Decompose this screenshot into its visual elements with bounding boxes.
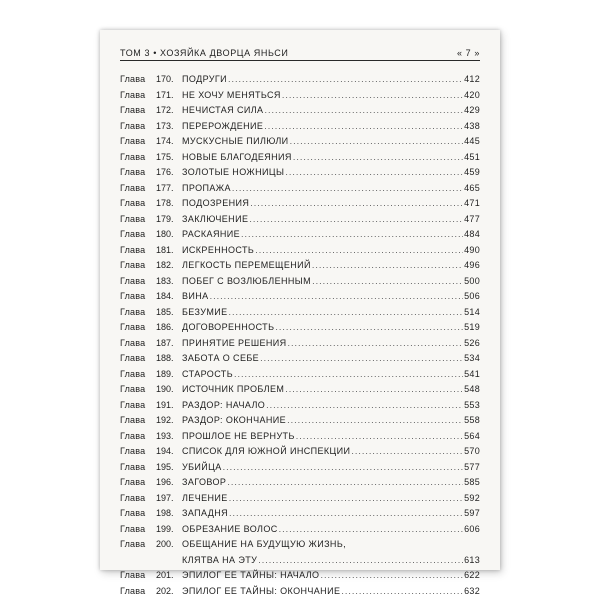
toc-entry-label: Глава bbox=[120, 213, 146, 224]
toc-entry-title: ЗАКЛЮЧЕНИЕ bbox=[182, 213, 249, 224]
toc-entry bbox=[120, 103, 480, 119]
toc-entry-page: 622 bbox=[464, 570, 480, 580]
toc-entry-page: 613 bbox=[464, 554, 480, 565]
toc-entry-page: 592 bbox=[464, 492, 480, 503]
toc-entry-label: Глава bbox=[120, 136, 146, 146]
toc-entry-label: Глава bbox=[120, 508, 146, 518]
toc-entry bbox=[120, 258, 480, 274]
leader-dots bbox=[264, 103, 463, 119]
toc-entry-page: 496 bbox=[464, 260, 480, 270]
leader-dots bbox=[288, 336, 464, 352]
toc-entry-page: 429 bbox=[464, 105, 480, 115]
toc-entry-page: 465 bbox=[464, 182, 480, 193]
toc-entry-label: Глава bbox=[120, 198, 146, 208]
leader-dots bbox=[227, 475, 463, 491]
toc-entry bbox=[120, 227, 480, 243]
toc-entry-page: 438 bbox=[464, 120, 480, 131]
toc-entry-page: 534 bbox=[464, 353, 480, 363]
toc-entry-number: 180. bbox=[156, 229, 174, 239]
toc-entry-label: Глава bbox=[120, 399, 146, 410]
toc-entry bbox=[120, 367, 480, 383]
toc-entry bbox=[120, 537, 480, 553]
leader-dots bbox=[210, 289, 464, 305]
toc-entry-number: 175. bbox=[156, 151, 174, 162]
toc-entry-label: Глава bbox=[120, 523, 146, 534]
toc-entry-title: ОБЕЩАНИЕ НА БУДУЩУЮ ЖИЗНЬ, bbox=[182, 539, 347, 549]
toc-entry bbox=[120, 429, 480, 445]
toc-entry bbox=[120, 181, 480, 197]
toc-entry bbox=[120, 212, 480, 228]
leader-dots bbox=[250, 196, 463, 212]
toc-entry-title: НОВЫЕ БЛАГОДЕЯНИЯ bbox=[182, 151, 292, 162]
toc-entry-number: 188. bbox=[156, 353, 174, 363]
toc-entry-title: ЗОЛОТЫЕ НОЖНИЦЫ bbox=[182, 167, 285, 177]
toc-entry bbox=[120, 336, 480, 352]
leader-dots bbox=[232, 181, 463, 197]
toc-entry-label: Глава bbox=[120, 306, 146, 317]
toc-entry bbox=[120, 274, 480, 290]
toc-entry-title: ПРОШЛОЕ НЕ ВЕРНУТЬ bbox=[182, 430, 295, 441]
toc-entry-label: Глава bbox=[120, 182, 146, 193]
leader-dots bbox=[285, 382, 463, 398]
toc-entry-number: 192. bbox=[156, 415, 174, 425]
toc-entry bbox=[120, 491, 480, 507]
toc-entry bbox=[120, 165, 480, 181]
toc-entry-number: 176. bbox=[156, 167, 174, 177]
toc-entry-continuation bbox=[120, 553, 480, 569]
toc-entry-title: НЕ ХОЧУ МЕНЯТЬСЯ bbox=[182, 89, 281, 100]
toc-entry-page: 484 bbox=[464, 229, 480, 239]
toc-entry bbox=[120, 320, 480, 336]
toc-entry-page: 526 bbox=[464, 337, 480, 348]
leader-dots bbox=[320, 568, 463, 584]
toc-entry-label: Глава bbox=[120, 275, 146, 286]
toc-entry-title: БЕЗУМИЕ bbox=[182, 306, 228, 317]
toc-entry-label: Глава bbox=[120, 585, 146, 596]
toc-entry-page: 471 bbox=[464, 198, 480, 208]
leader-dots bbox=[234, 367, 463, 383]
toc-entry-number: 182. bbox=[156, 260, 174, 270]
toc-entry-page: 585 bbox=[464, 477, 480, 487]
toc-entry-title: СТАРОСТЬ bbox=[182, 368, 234, 379]
leader-dots bbox=[249, 212, 463, 228]
toc-entry bbox=[120, 475, 480, 491]
toc-entry-number: 186. bbox=[156, 322, 174, 332]
toc-entry-title: ПОДОЗРЕНИЯ bbox=[182, 198, 250, 208]
leader-dots bbox=[351, 444, 463, 460]
toc-entry-label: Глава bbox=[120, 105, 146, 115]
leader-dots bbox=[228, 72, 463, 88]
toc-entry-page: 420 bbox=[464, 89, 480, 100]
toc-entry bbox=[120, 568, 480, 584]
leader-dots bbox=[341, 584, 463, 600]
toc-entry-title: ИСТОЧНИК ПРОБЛЕМ bbox=[182, 384, 285, 394]
toc-entry-title: ЗАПАДНЯ bbox=[182, 508, 229, 518]
leader-dots bbox=[264, 119, 463, 135]
toc-entry-number: 197. bbox=[156, 492, 174, 503]
leader-dots bbox=[258, 553, 463, 569]
toc-entry-title-continuation: КЛЯТВА НА ЭТУ bbox=[182, 554, 258, 565]
toc-entry-title: РАСКАЯНИЕ bbox=[182, 229, 241, 239]
toc-entry bbox=[120, 584, 480, 600]
toc-entry-number: 177. bbox=[156, 182, 174, 193]
toc-entry-number: 196. bbox=[156, 477, 174, 487]
toc-entry-page: 459 bbox=[464, 167, 480, 177]
running-head bbox=[120, 44, 480, 61]
toc-entry bbox=[120, 88, 480, 104]
toc-entry-page: 477 bbox=[464, 213, 480, 224]
toc-entry-label: Глава bbox=[120, 415, 146, 425]
toc-entry-title: НЕЧИСТАЯ СИЛА bbox=[182, 105, 264, 115]
toc-entry bbox=[120, 196, 480, 212]
toc-entry-page: 577 bbox=[464, 461, 480, 472]
toc-entry-label: Глава bbox=[120, 120, 146, 131]
leader-dots bbox=[285, 165, 463, 181]
toc-entry-title: ПРОПАЖА bbox=[182, 182, 231, 193]
toc-entry-page: 606 bbox=[464, 523, 480, 534]
toc-entry-label: Глава bbox=[120, 229, 146, 239]
toc-entry-title: ЭПИЛОГ ЕЕ ТАЙНЫ: ОКОНЧАНИЕ bbox=[182, 585, 341, 596]
toc-entry-label: Глава bbox=[120, 337, 146, 348]
toc-entry bbox=[120, 305, 480, 321]
toc-entry-label: Глава bbox=[120, 430, 146, 441]
toc-entry-title: ОБРЕЗАНИЕ ВОЛОС bbox=[182, 523, 278, 534]
table-of-contents bbox=[120, 72, 480, 599]
toc-entry bbox=[120, 444, 480, 460]
toc-entry-number: 202. bbox=[156, 585, 174, 596]
toc-entry bbox=[120, 522, 480, 538]
toc-entry bbox=[120, 289, 480, 305]
toc-entry-number: 199. bbox=[156, 523, 174, 534]
toc-entry-number: 198. bbox=[156, 508, 174, 518]
toc-entry-number: 174. bbox=[156, 136, 174, 146]
leader-dots bbox=[266, 398, 463, 414]
toc-entry bbox=[120, 382, 480, 398]
toc-entry bbox=[120, 351, 480, 367]
toc-entry-label: Глава bbox=[120, 291, 146, 301]
leader-dots bbox=[312, 258, 463, 274]
leader-dots bbox=[290, 134, 464, 150]
toc-entry-page: 541 bbox=[464, 368, 480, 379]
toc-entry-number: 178. bbox=[156, 198, 174, 208]
toc-entry-page: 451 bbox=[464, 151, 480, 162]
toc-entry-number: 193. bbox=[156, 430, 174, 441]
toc-entry-label: Глава bbox=[120, 244, 146, 255]
toc-entry-title: ЗАГОВОР bbox=[182, 477, 227, 487]
toc-entry-page: 412 bbox=[464, 74, 480, 84]
toc-entry bbox=[120, 506, 480, 522]
toc-entry-number: 172. bbox=[156, 105, 174, 115]
toc-entry-label: Глава bbox=[120, 384, 146, 394]
toc-entry-title: ЭПИЛОГ ЕЕ ТАЙНЫ: НАЧАЛО bbox=[182, 570, 320, 580]
toc-entry bbox=[120, 398, 480, 414]
toc-entry-title: ЛЕГКОСТЬ ПЕРЕМЕЩЕНИЙ bbox=[182, 260, 311, 270]
toc-entry-page: 597 bbox=[464, 508, 480, 518]
toc-entry bbox=[120, 134, 480, 150]
leader-dots bbox=[229, 305, 464, 321]
toc-entry-label: Глава bbox=[120, 477, 146, 487]
toc-entry-title: ДОГОВОРЕННОСТЬ bbox=[182, 322, 275, 332]
toc-entry-title: ПРИНЯТИЕ РЕШЕНИЯ bbox=[182, 337, 287, 348]
toc-entry-number: 194. bbox=[156, 446, 174, 456]
book-page bbox=[100, 30, 500, 596]
leader-dots bbox=[223, 460, 463, 476]
toc-entry-title: ПОБЕГ С ВОЗЛЮБЛЕННЫМ bbox=[182, 275, 312, 286]
toc-entry-title: УБИЙЦА bbox=[182, 461, 222, 472]
toc-entry-number: 195. bbox=[156, 461, 174, 472]
running-head-title: ТОМ 3 • ХОЗЯЙКА ДВОРЦА ЯНЬСИ bbox=[120, 48, 289, 58]
toc-entry bbox=[120, 150, 480, 166]
leader-dots bbox=[293, 150, 463, 166]
toc-entry-label: Глава bbox=[120, 461, 146, 472]
toc-entry-number: 179. bbox=[156, 213, 174, 224]
toc-entry-number: 187. bbox=[156, 337, 174, 348]
toc-entry-number: 191. bbox=[156, 399, 174, 410]
toc-entry-page: 564 bbox=[464, 430, 480, 441]
toc-entry-number: 181. bbox=[156, 244, 174, 255]
toc-entry-label: Глава bbox=[120, 260, 146, 270]
toc-entry-label: Глава bbox=[120, 322, 146, 332]
toc-entry-label: Глава bbox=[120, 570, 146, 580]
leader-dots bbox=[229, 491, 463, 507]
toc-entry-title: ПЕРЕРОЖДЕНИЕ bbox=[182, 120, 264, 131]
toc-entry bbox=[120, 119, 480, 135]
toc-entry-page: 519 bbox=[464, 322, 480, 332]
toc-entry-label: Глава bbox=[120, 368, 146, 379]
toc-entry-page: 570 bbox=[464, 446, 480, 456]
toc-entry-label: Глава bbox=[120, 151, 146, 162]
toc-entry-page: 553 bbox=[464, 399, 480, 410]
toc-entry-label: Глава bbox=[120, 446, 146, 456]
toc-entry-page: 514 bbox=[464, 306, 480, 317]
toc-entry-page: 445 bbox=[464, 136, 480, 146]
leader-dots bbox=[287, 413, 463, 429]
running-head-page-number: « 7 » bbox=[456, 48, 480, 58]
leader-dots bbox=[282, 88, 463, 104]
toc-entry-number: 171. bbox=[156, 89, 174, 100]
toc-entry-page: 490 bbox=[464, 244, 480, 255]
toc-entry-title: РАЗДОР: ОКОНЧАНИЕ bbox=[182, 415, 287, 425]
leader-dots bbox=[296, 429, 463, 445]
toc-entry-label: Глава bbox=[120, 167, 146, 177]
leader-dots bbox=[241, 227, 463, 243]
toc-entry bbox=[120, 460, 480, 476]
toc-entry-title: ПОДРУГИ bbox=[182, 74, 228, 84]
toc-entry-label: Глава bbox=[120, 74, 146, 84]
toc-entry-label: Глава bbox=[120, 353, 146, 363]
toc-entry-number: 200. bbox=[156, 539, 174, 549]
toc-entry-label: Глава bbox=[120, 89, 146, 100]
toc-entry-page: 506 bbox=[464, 291, 480, 301]
toc-entry-page: 500 bbox=[464, 275, 480, 286]
toc-entry-title: ИСКРЕННОСТЬ bbox=[182, 244, 255, 255]
toc-entry bbox=[120, 72, 480, 88]
toc-entry-title: ЗАБОТА О СЕБЕ bbox=[182, 353, 260, 363]
toc-entry-title: РАЗДОР: НАЧАЛО bbox=[182, 399, 266, 410]
toc-entry-number: 184. bbox=[156, 291, 174, 301]
toc-entry-title: ЛЕЧЕНИЕ bbox=[182, 492, 228, 503]
toc-entry-label: Глава bbox=[120, 539, 146, 549]
toc-entry-number: 170. bbox=[156, 74, 174, 84]
toc-entry-label: Глава bbox=[120, 492, 146, 503]
toc-entry bbox=[120, 243, 480, 259]
toc-entry-title: ВИНА bbox=[182, 291, 209, 301]
toc-entry-number: 201. bbox=[156, 570, 174, 580]
leader-dots bbox=[312, 274, 463, 290]
toc-entry-number: 189. bbox=[156, 368, 174, 379]
toc-entry-number: 190. bbox=[156, 384, 174, 394]
toc-entry-number: 185. bbox=[156, 306, 174, 317]
toc-entry-title: МУСКУСНЫЕ ПИЛЮЛИ bbox=[182, 136, 289, 146]
toc-entry-number: 173. bbox=[156, 120, 174, 131]
toc-entry-number: 183. bbox=[156, 275, 174, 286]
toc-entry bbox=[120, 413, 480, 429]
toc-entry-page: 558 bbox=[464, 415, 480, 425]
toc-entry-page: 548 bbox=[464, 384, 480, 394]
leader-dots bbox=[275, 320, 463, 336]
leader-dots bbox=[255, 243, 463, 259]
leader-dots bbox=[229, 506, 463, 522]
toc-entry-title: СПИСОК ДЛЯ ЮЖНОЙ ИНСПЕКЦИИ bbox=[182, 446, 351, 456]
leader-dots bbox=[279, 522, 463, 538]
toc-entry-page: 632 bbox=[464, 585, 480, 596]
leader-dots bbox=[260, 351, 463, 367]
